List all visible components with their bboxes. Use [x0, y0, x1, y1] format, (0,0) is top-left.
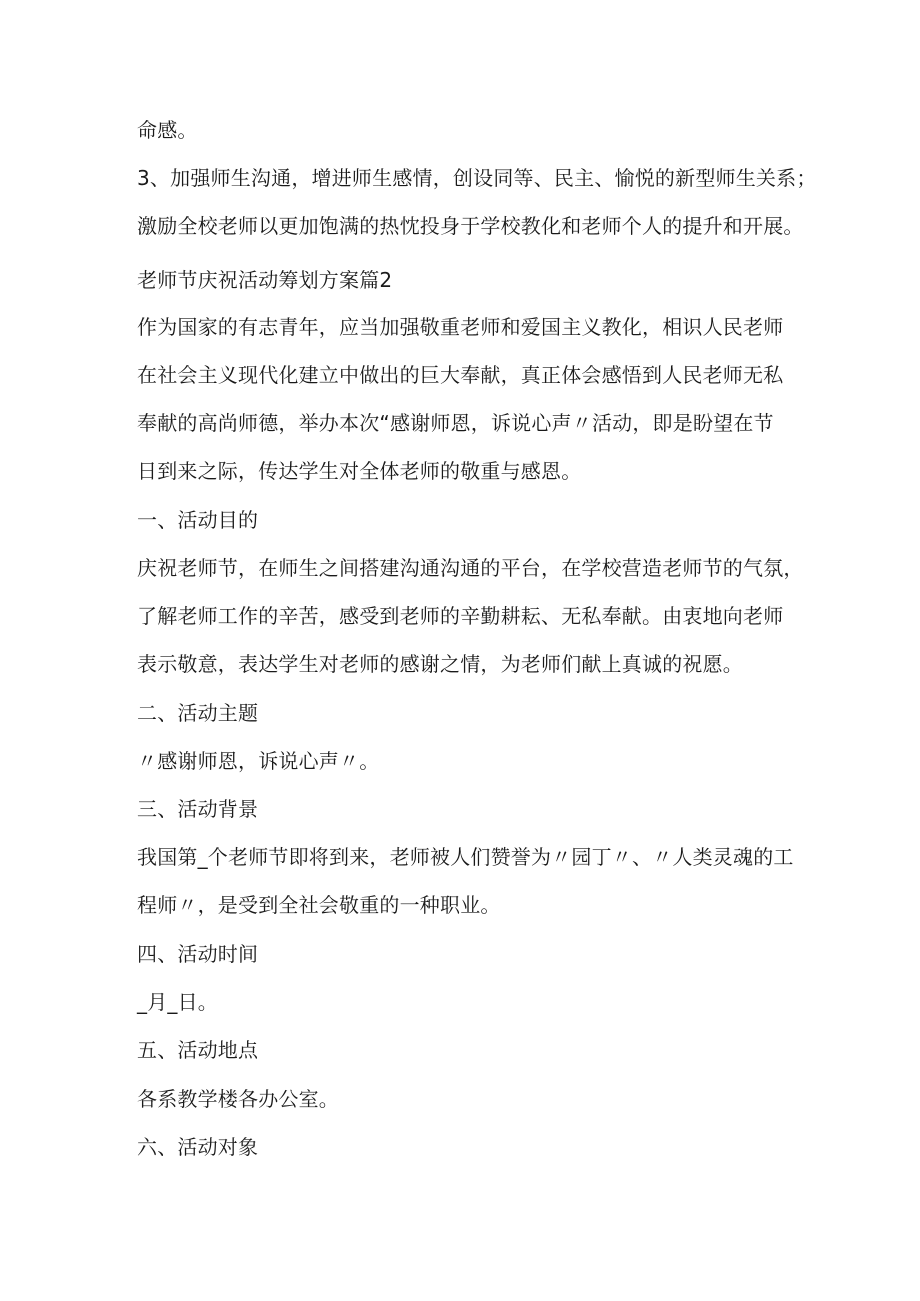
text-line: 命感。: [137, 118, 198, 142]
section-heading: 三、活动背景: [137, 797, 259, 821]
text-line: 各系教学楼各办公室。: [137, 1087, 339, 1111]
text-line: 作为国家的有志青年，应当加强敬重老师和爱国主义教化，相识人民老师: [137, 315, 784, 339]
text-line: 庆祝老师节，在师生之间搭建沟通沟通的平台，在学校营造老师节的气氛，: [137, 556, 804, 580]
text-line: 程师〃，是受到全社会敬重的一种职业。: [137, 893, 501, 917]
text-line: 〃感谢师恩，诉说心声〃。: [137, 749, 380, 773]
section-heading: 六、活动对象: [137, 1135, 259, 1159]
text-line: 奉献的高尚师德，举办本次“感谢师恩，诉说心声〃活动，即是盼望在节: [137, 411, 774, 435]
text-line: 3、加强师生沟通，增进师生感情，创设同等、民主、愉悦的新型师生关系；: [137, 166, 817, 190]
text-line: 激励全校老师以更加饱满的热忱投身于学校教化和老师个人的提升和开展。: [137, 214, 804, 238]
section-heading: 老师节庆祝活动筹划方案篇2: [137, 268, 393, 292]
text-line: _月_日。: [137, 990, 218, 1014]
text-line: 了解老师工作的辛苦，感受到老师的辛勤耕耘、无私奉献。由衷地向老师: [137, 604, 784, 628]
section-heading: 二、活动主题: [137, 701, 259, 725]
text-line: 表示敬意，表达学生对老师的感谢之情，为老师们献上真诚的祝愿。: [137, 652, 743, 676]
text-line: 在社会主义现代化建立中做出的巨大奉献，真正体会感悟到人民老师无私: [137, 363, 784, 387]
text-line: 我国第_个老师节即将到来，老师被人们赞誉为〃园丁〃、〃人类灵魂的工: [137, 845, 794, 869]
section-heading: 五、活动地点: [137, 1038, 259, 1062]
text-line: 日到来之际，传达学生对全体老师的敬重与感恩。: [137, 459, 582, 483]
section-heading: 四、活动时间: [137, 942, 259, 966]
section-heading: 一、活动目的: [137, 508, 259, 532]
